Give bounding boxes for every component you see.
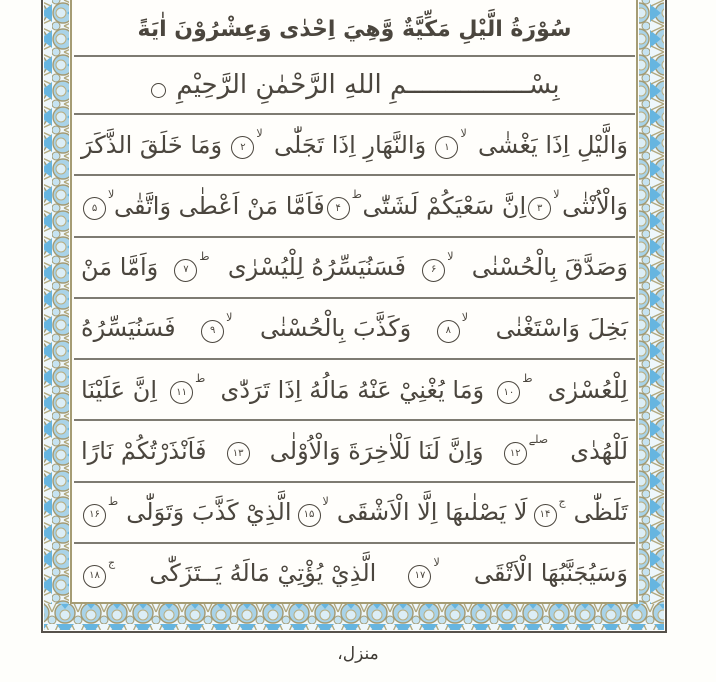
ayah-text: بَخِلَ وَاسْتَغْنٰى xyxy=(495,314,628,343)
ayah-text: لَا يَصْلٰىهَا اِلَّا الْاَشْقَى xyxy=(336,498,528,527)
waqf-mark: لا xyxy=(553,188,560,202)
verse-marker xyxy=(497,372,534,401)
ayah-text: الَّذِيْ يُؤْتِيْ مَالَهُ يَــتَزَكّٰى xyxy=(149,559,377,588)
verse-number-circle: ۱۲ xyxy=(504,442,527,465)
ayah-text: وَمَا خَلَقَ الذَّكَرَ xyxy=(81,130,223,159)
verse-line xyxy=(74,421,635,482)
ayah-text: لِلْعُسْرٰى xyxy=(547,375,628,404)
waqf-mark: ط xyxy=(351,188,362,202)
waqf-mark: لا xyxy=(461,310,469,324)
ayah-text: فَسَنُيَسِّرُهُ لِلْيُسْرٰى xyxy=(227,253,406,282)
waqf-mark: صلے xyxy=(528,433,549,447)
verse-marker xyxy=(422,249,455,279)
ayah-text: وَسَيُجَنَّبُهَا الْاَتْقَى xyxy=(473,559,628,588)
ayah-text: وَاَمَّا مَنْ xyxy=(81,253,159,282)
bismillah-row xyxy=(74,57,635,115)
verse-line xyxy=(74,483,635,544)
ayah-text: الَّذِيْ كَذَّبَ وَتَوَلّٰى xyxy=(126,498,292,527)
waqf-mark: لا xyxy=(226,310,233,324)
verse-marker xyxy=(174,249,211,279)
verse-number-circle: ۱۶ xyxy=(83,504,106,527)
verse-number-circle: ۶ xyxy=(422,259,445,282)
waqf-mark: ط xyxy=(522,372,533,386)
verse-marker xyxy=(201,310,234,340)
verse-number-circle: ۳ xyxy=(528,197,551,220)
verse-number-circle: ۱ xyxy=(435,136,458,159)
waqf-mark: ط xyxy=(195,372,206,386)
verse-number-circle: ۷ xyxy=(174,259,197,282)
waqf-mark: لا xyxy=(460,127,467,141)
verse-number-circle: ۱۸ xyxy=(83,565,106,588)
ayah-text: وَكَذَّبَ بِالْحُسْنٰى xyxy=(259,314,412,343)
waqf-mark: لا xyxy=(433,555,440,569)
verse-marker xyxy=(435,127,468,156)
verse-number-circle: ۵ xyxy=(83,197,106,220)
verse-marker xyxy=(437,310,470,340)
waqf-mark: لا xyxy=(256,127,263,141)
verse-line xyxy=(74,176,635,237)
waqf-mark: ج xyxy=(558,494,566,508)
verse-marker xyxy=(504,433,550,462)
verse-line xyxy=(74,360,635,421)
ayah-text: فَاَمَّا مَنْ اَعْطٰى وَاتَّقٰى xyxy=(113,191,325,220)
verse-line xyxy=(74,544,635,603)
ayah-text: فَسَنُيَسِّرُهُ xyxy=(81,314,176,343)
ayah-text: وَالْاُنْثٰى xyxy=(562,191,628,220)
ayah-text: وَالنَّهَارِ اِذَا تَجَلّٰى xyxy=(273,130,427,159)
verse-number-circle: ۱۱ xyxy=(170,381,193,404)
ayah-text: لَلْهُدٰى xyxy=(570,436,628,465)
waqf-mark: ج xyxy=(108,555,116,569)
waqf-mark: لا xyxy=(447,249,454,263)
verse-line xyxy=(74,299,635,360)
surah-title: سُوْرَةُ الَّيْلِ مَكِّيَّةٌ وَّهِيَ اِحْدٰى وَعِشْرُوْنَ اٰيَةً xyxy=(74,0,635,57)
bismillah-text: بِسْــــــــــــــــمِ اللهِ الرَّحْمٰنِ الرَّحِيْمِ xyxy=(176,70,560,100)
verse-number-circle: ۹ xyxy=(201,320,224,343)
verse-marker xyxy=(408,555,441,585)
ayah-text: فَاَنْذَرْتُكُمْ نَارًا xyxy=(81,436,207,465)
waqf-mark: ط xyxy=(199,249,210,263)
ayah-text: اِنَّ عَلَيْنَا xyxy=(81,375,157,404)
verse-marker xyxy=(83,494,120,524)
waqf-mark: لا xyxy=(108,188,115,202)
verse-number-circle: ۲ xyxy=(231,136,254,159)
verse-number-circle: ۱۰ xyxy=(497,381,520,404)
verse-number-circle: ۱۷ xyxy=(408,565,431,588)
waqf-mark: لا xyxy=(322,494,329,508)
verse-marker xyxy=(83,188,116,217)
verse-line xyxy=(74,115,635,176)
verse-number-circle: ۱۵ xyxy=(298,504,321,527)
bismillah-end-circle-icon xyxy=(151,83,166,98)
ayah-text: وَاِنَّ لَنَا لَلْاٰخِرَةَ وَالْاُوْلٰى xyxy=(269,436,484,465)
verse-marker xyxy=(327,188,364,217)
verse-marker xyxy=(231,127,264,156)
verse-number-circle: ۱۳ xyxy=(227,442,250,465)
verse-number-circle: ۸ xyxy=(437,320,460,343)
verse-marker xyxy=(170,372,207,401)
verse-number-circle: ۴ xyxy=(327,197,350,220)
ayah-text: وَمَا يُغْنِيْ عَنْهُ مَالُهُ اِذَا تَرَدّٰى xyxy=(220,375,485,404)
ayah-text: تَلَظّٰى xyxy=(573,498,628,527)
verse-line xyxy=(74,238,635,299)
verse-marker xyxy=(528,188,561,217)
footer-note: منزل، xyxy=(337,644,379,664)
verse-marker xyxy=(534,494,568,524)
ayah-text: اِنَّ سَعْيَكُمْ لَشَتّٰى xyxy=(362,191,527,220)
verse-marker xyxy=(298,494,331,524)
verse-marker xyxy=(83,555,117,585)
verse-marker xyxy=(227,439,250,462)
ayah-text: وَصَدَّقَ بِالْحُسْنٰى xyxy=(471,253,628,282)
verse-number-circle: ۱۴ xyxy=(534,504,557,527)
waqf-mark: ط xyxy=(108,494,119,508)
verse-lines xyxy=(74,115,635,603)
page-content xyxy=(74,0,635,600)
ayah-text: وَالَّيْلِ اِذَا يَغْشٰى xyxy=(478,130,628,159)
